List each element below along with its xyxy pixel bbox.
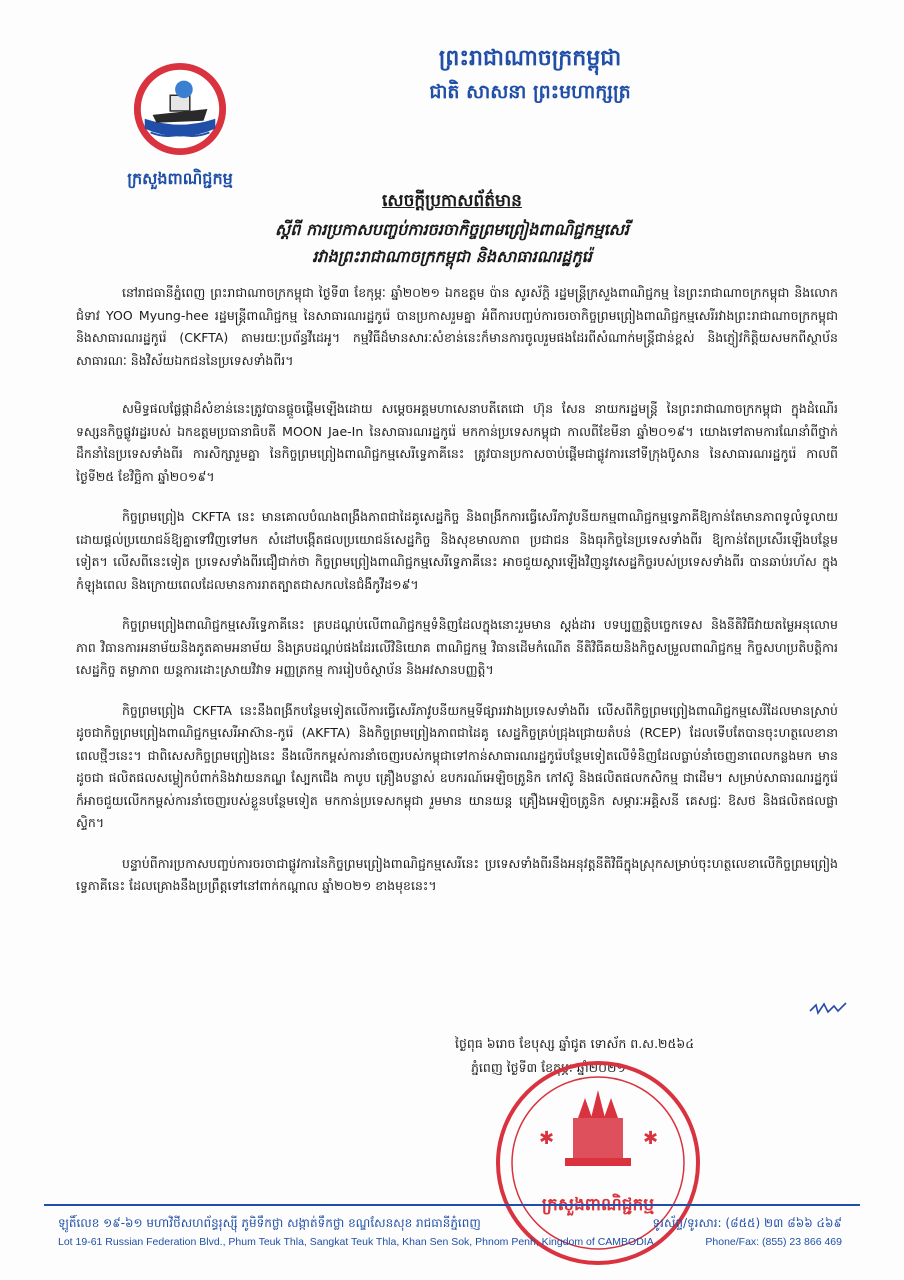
paragraph-1: នៅរាជធានីភ្នំពេញ ព្រះរាជាណាចក្រកម្ពុជា ថ្ងៃទី៣ ខែកុម្ភៈ ឆ្នាំ២០២១ ឯកឧត្តម ប៉ាន សូរស័ក្តិ រដ្ឋមន្ត្រីក្រសួងពាណិជ្ជកម្ម នៃព្រះរាជាណាចក្រកម្ពុជា និងលោកជំទាវ YOO Myung-hee រដ្ឋមន្ត្រីពាណិជ្ជកម្ម នៃសាធារណរដ្ឋកូរ៉េ បានប្រកាសរួមគ្នា អំពីការបញ្ចប់ការចរចាកិច្ចព្រមព្រៀងពាណិជ្ជកម្មសេរីរវាងព្រះរាជាណាចក្រកម្ពុជា និងសាធារណរដ្ឋកូរ៉េ (CKFTA) តាមរយៈប្រព័ន្ធវីដេអូ។ កម្មវិធីដ៏មានសារៈសំខាន់នេះក៏មានការចូលរួមផងដែរពីសំណាក់មន្ត្រីជាន់ខ្ពស់ និងភ្ញៀវកិត្តិយសមកពីស្ថាប័ន សាធារណៈ និងវិស័យឯកជននៃប្រទេសទាំងពីរ។ xyxy=(76,285,838,368)
kingdom-header xyxy=(330,44,730,108)
footer-address-kh: ឡូតិ៍លេខ ១៩-៦១ មហាវិថីសហព័ន្ធរុស្ស៊ី ភូមិទឹកថ្លា សង្កាត់ទឹកថ្លា ខណ្ឌសែនសុខ រាជធានីភ្នំពេញ xyxy=(58,1216,481,1230)
initial-signature-mark xyxy=(808,1001,848,1017)
svg-text:✱: ✱ xyxy=(539,1128,555,1149)
solar-date: ភ្នំពេញ ថ្ងៃទី៣ ខែកុម្ភៈ ឆ្នាំ២០២១ xyxy=(471,1060,626,1075)
footer-phone-kh: ទូរស័ព្ទ/ទូរសារ: (៨៥៥) ២៣ ៨៦៦ ៤៦៩ xyxy=(652,1216,842,1230)
kingdom-title: ព្រះរាជាណាចក្រកម្ពុជា xyxy=(438,45,622,71)
ministry-name: ក្រសួងពាណិជ្ជកម្ម xyxy=(127,169,233,188)
svg-text:✱: ✱ xyxy=(643,1128,659,1149)
paragraph-2: សមិទ្ធផលផ្លែផ្កាដ៏សំខាន់នេះត្រូវបានផ្តួចផ្តើមឡើងដោយ សម្តេចអគ្គមហាសេនាបតីតេជោ ហ៊ុន សែន នាយករដ្ឋមន្ត្រី នៃព្រះរាជាណាចក្រកម្ពុជា ក្នុងដំណើរទស្សនកិច្ចផ្លូវរដ្ឋរបស់ ឯកឧត្តមប្រធានាធិបតី MOON Jae-In នៃសាធារណរដ្ឋកូរ៉េ មកកាន់ប្រទេសកម្ពុជា កាលពីខែមីនា ឆ្នាំ២០១៩។ យោងទៅតាមការណែនាំពីថ្នាក់ដឹកនាំនៃប្រទេសទាំងពីរ ការសិក្សារួមគ្នា នៃកិច្ចព្រមព្រៀងពាណិជ្ជកម្មសេរីទ្វេភាគីនេះ ត្រូវបានប្រកាសចាប់ផ្តើមជាផ្លូវការនៅទីក្រុងប៊ូសាន នៃសាធារណរដ្ឋកូរ៉េ កាលពី ថ្ងៃទី២៥ ខែវិច្ឆិកា ឆ្នាំ២០១៩។ xyxy=(76,401,838,484)
document-body xyxy=(76,282,838,916)
footer-address-en: Lot 19-61 Russian Federation Blvd., Phum Teuk Thla, Sangkat Teuk Thla, Khan Sen Sok, Phnom Penh, Kingdom of CAMBODIA xyxy=(58,1236,654,1248)
title-block xyxy=(60,190,844,273)
kingdom-motto: ជាតិ សាសនា ព្រះមហាក្សត្រ xyxy=(429,81,631,103)
document-subject: ស្តីពី ការប្រកាសបញ្ចប់ការចរចាកិច្ចព្រមព្រៀងពាណិជ្ជកម្មសេរី xyxy=(275,220,629,239)
seal-text: ក្រសួងពាណិជ្ជកម្ម xyxy=(541,1195,655,1215)
ministry-logo-block xyxy=(105,60,255,192)
paragraph-3: កិច្ចព្រមព្រៀង CKFTA នេះ មានគោលបំណងពង្រឹងភាពជាដៃគូសេដ្ឋកិច្ច និងពង្រីកការធ្វើសេរីភាវូបនីយកម្មពាណិជ្ជកម្មទ្វេភាគីឱ្យកាន់តែមានភាពទូលំទូលាយ ដោយផ្តល់ប្រយោជន៍ឱ្យគ្នាទៅវិញទៅមក សំដៅបង្កើតផលប្រយោជន៍សេដ្ឋកិច្ច និងសុខមាលភាព ប្រជាជន និងធុរកិច្ចនៃប្រទេសទាំងពីរ ឱ្យកាន់តែប្រសើរឡើងបន្ថែមទៀត។ លើសពីនេះទៀត ប្រទេសទាំងពីរជឿជាក់ថា កិច្ចព្រមព្រៀងពាណិជ្ជកម្មសេរីទ្វេភាគីនេះ អាចជួយស្តារឡើងវិញនូវសេដ្ឋកិច្ចរបស់ប្រទេសទាំងពីរ បានឆាប់រហ័ស ក្នុងកំឡុងពេល និងក្រោយពេលដែលមានការរាតត្បាតជាសកលនៃជំងឺកូវីដ១៩។ xyxy=(76,509,838,592)
paragraph-5: កិច្ចព្រមព្រៀង CKFTA នេះនឹងពង្រីកបន្ថែមទៀតលើការធ្វើសេរីភាវូបនីយកម្មទីផ្សាររវាងប្រទេសទាំងពីរ លើសពីកិច្ចព្រមព្រៀងពាណិជ្ជកម្មសេរីដែលមានស្រាប់ ដូចជាកិច្ចព្រមព្រៀងពាណិជ្ជកម្មសេរីអាស៊ាន-កូរ៉េ (AKFTA) និងកិច្ចព្រមព្រៀងភាពជាដៃគូ សេដ្ឋកិច្ចគ្រប់ជ្រុងជ្រោយតំបន់ (RCEP) ដែលទើបតែបានចុះហត្ថលេខានាពេលថ្មីៗនេះ។ ជាពិសេសកិច្ចព្រមព្រៀងនេះ នឹងលើកកម្ពស់ការនាំចេញរបស់កម្ពុជាទៅកាន់សាធារណរដ្ឋកូរ៉េបន្ថែមទៀតលើទំនិញដែលធ្លាប់នាំចេញនាពេលកន្លងមក មានដូចជា ផលិតផលសម្លៀកបំពាក់និងវាយនភណ្ឌ ស្បែកជើង កាបូប គ្រឿងបន្លាស់ ឧបករណ៍អេឡិចត្រូនិក កៅស៊ូ និងផលិតផលកសិកម្ម ជាដើម។ សម្រាប់សាធារណរដ្ឋកូរ៉េ ក៏អាចជួយលើកកម្ពស់ការនាំចេញរបស់ខ្លួនបន្ថែមទៀត មកកាន់ប្រទេសកម្ពុជា រួមមាន យានយន្ត គ្រឿងអេឡិចត្រូនិក សម្ភារៈអគ្គិសនី គេសជ្ជៈ ឱសថ និងផលិតផលផ្លាស្ទិក។ xyxy=(76,702,838,830)
lunar-date: ថ្ងៃពុធ ៦រោច ខែបុស្ស ឆ្នាំជូត ទោស័ក ព.ស.២៥៦៤ xyxy=(455,1036,695,1051)
document-title: សេចក្តីប្រកាសព័ត៌មាន xyxy=(382,191,522,211)
paragraph-4: កិច្ចព្រមព្រៀងពាណិជ្ជកម្មសេរីទ្វេភាគីនេះ គ្របដណ្តប់លើពាណិជ្ជកម្មទំនិញដែលក្នុងនោះរួមមាន ស្តង់ដារ បទប្បញ្ញត្តិបច្ចេកទេស និងនីតិវិធីវាយតម្លៃអនុលោមភាព វិធានការអនាម័យនិងភូតគាមអនាម័យ និងគ្របដណ្តប់ផងដែរលើវិនិយោគ ពាណិជ្ជកម្ម វិធានដើមកំណើត នីតិវិធីគយនិងកិច្ចសម្រួលពាណិជ្ជកម្ម កិច្ចសហប្រតិបត្តិការសេដ្ឋកិច្ច តម្លាភាព យន្តការដោះស្រាយវិវាទ អញ្ញត្រកម្ម ការរៀបចំស្ថាប័ន និងអវសានបញ្ញត្តិ។ xyxy=(76,617,838,677)
footer xyxy=(58,1214,842,1252)
paragraph-6: បន្ទាប់ពីការប្រកាសបញ្ចប់ការចរចាជាផ្លូវការនៃកិច្ចព្រមព្រៀងពាណិជ្ជកម្មសេរីនេះ ប្រទេសទាំងពីរនឹងអនុវត្តនីតិវិធីក្នុងស្រុកសម្រាប់ចុះហត្ថលេខាលើកិច្ចព្រមព្រៀងទ្វេភាគីនេះ ដែលគ្រោងនឹងប្រព្រឹត្តទៅនៅពាក់កណ្តាល ឆ្នាំ២០២១ ខាងមុខនេះ។ xyxy=(76,855,838,893)
footer-divider xyxy=(44,1204,860,1206)
ministry-logo xyxy=(131,60,229,158)
footer-phone-en: Phone/Fax: (855) 23 866 469 xyxy=(705,1236,842,1248)
document-subject-line-2: រវាងព្រះរាជាណាចក្រកម្ពុជា និងសាធារណរដ្ឋកូរ៉េ xyxy=(312,247,592,266)
